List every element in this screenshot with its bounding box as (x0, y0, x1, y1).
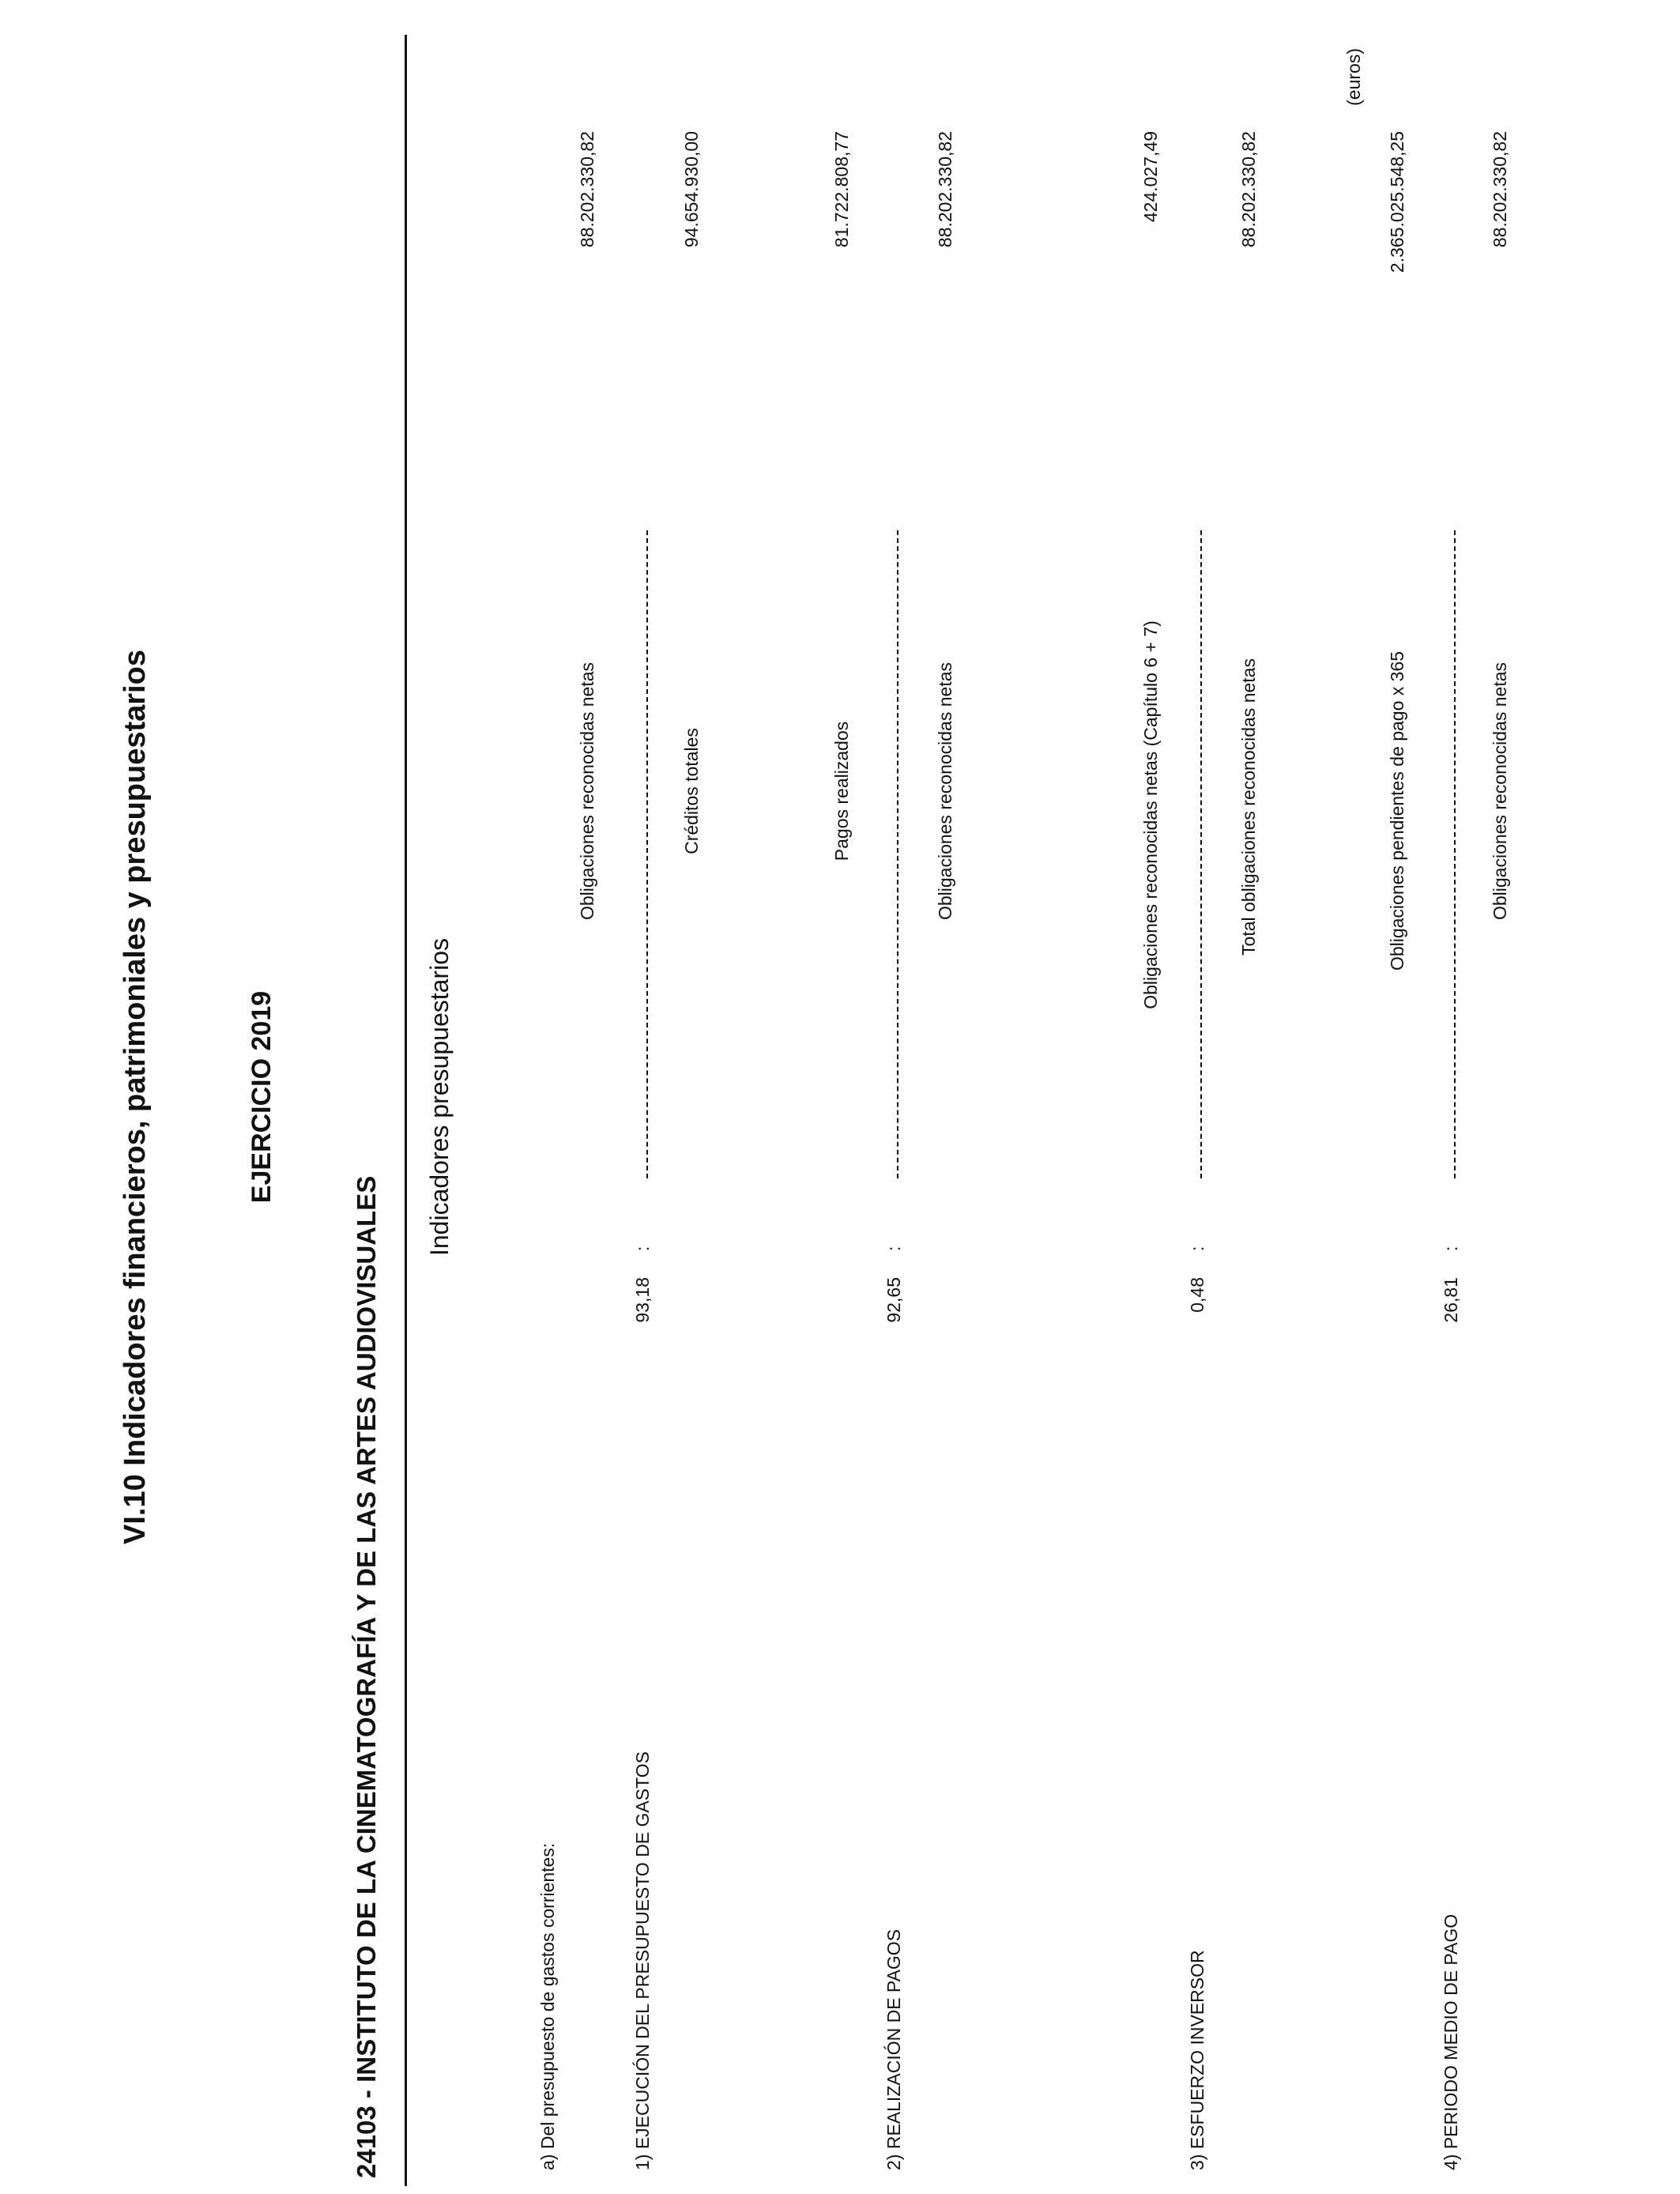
indicator-value: 26,81 (1441, 1277, 1461, 1323)
denominator-value: 88.202.330,82 (1238, 131, 1259, 248)
indicator-value: 92,65 (883, 1277, 904, 1323)
numerator-value: 424.027,49 (1140, 131, 1161, 223)
fraction-line (897, 530, 898, 1178)
document-title: VI.10 Indicadores financieros, patrimoniales y presupuestarios (119, 650, 152, 1544)
numerator-label: Pagos realizados (831, 721, 852, 861)
numerator-label: Obligaciones reconocidas netas (Capítulo 6 + 7) (1140, 620, 1161, 1009)
indicator-colon: : (1441, 1246, 1461, 1251)
denominator-label: Obligaciones reconocidas netas (935, 662, 955, 921)
numerator-label: Obligaciones pendientes de pago x 365 (1387, 650, 1407, 971)
denominator-value: 88.202.330,82 (1490, 131, 1510, 248)
indicator-label: 2) REALIZACIÓN DE PAGOS (883, 1928, 904, 2170)
fraction-line (646, 530, 648, 1178)
fraction-line (1200, 530, 1202, 1178)
denominator-label: Obligaciones reconocidas netas (1490, 662, 1510, 921)
section-title: Indicadores presupuestarios (425, 938, 454, 1257)
numerator-value: 2.365.025.548,25 (1387, 131, 1407, 273)
numerator-value: 81.722.808,77 (831, 131, 852, 248)
header-rule (405, 35, 407, 2186)
denominator-value: 88.202.330,82 (935, 131, 955, 248)
indicator-label: 3) ESFUERZO INVERSOR (1187, 1950, 1207, 2170)
section-subtitle: a) Del presupuesto de gastos corrientes: (537, 1842, 558, 2170)
exercise-year: EJERCICIO 2019 (247, 990, 277, 1204)
denominator-label: Total obligaciones reconocidas netas (1238, 658, 1259, 956)
denominator-label: Créditos totales (681, 728, 702, 854)
fraction-line (1454, 530, 1456, 1178)
entity-name: 24103 - INSTITUTO DE LA CINEMATOGRAFÍA Y DE LAS ARTES AUDIOVISUALES (352, 1175, 381, 2178)
numerator-value: 88.202.330,82 (577, 131, 597, 248)
indicator-value: 93,18 (632, 1277, 653, 1323)
indicator-colon: : (1187, 1246, 1207, 1251)
denominator-value: 94.654.930,00 (681, 131, 702, 248)
indicator-colon: : (883, 1246, 904, 1251)
indicator-value: 0,48 (1187, 1277, 1207, 1313)
indicator-colon: : (632, 1246, 653, 1251)
numerator-label: Obligaciones reconocidas netas (577, 662, 597, 921)
indicator-label: 1) EJECUCIÓN DEL PRESUPUESTO DE GASTOS (632, 1751, 653, 2170)
currency-unit: (euros) (1343, 48, 1364, 106)
indicator-label: 4) PERIODO MEDIO DE PAGO (1441, 1913, 1461, 2170)
